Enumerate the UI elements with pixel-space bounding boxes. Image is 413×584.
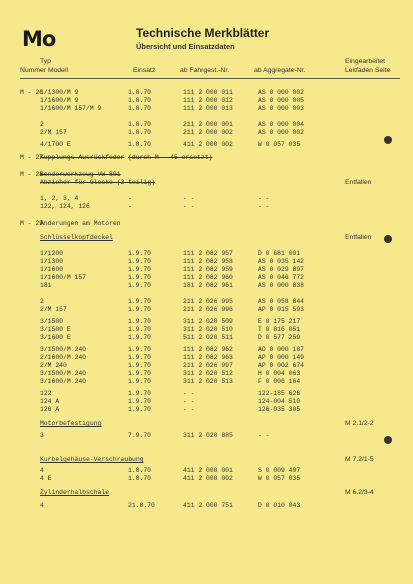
- cell-aggregate: F 0 006 164: [258, 378, 301, 385]
- cell-modell: Zylinderhalbschale: [40, 489, 110, 496]
- cell-fahrgest: - -: [183, 390, 195, 397]
- cell-aggregate: AS 0 035 142: [258, 258, 305, 265]
- cell-aggregate: AP 0 002 674: [258, 362, 305, 369]
- cell-einsatz: 1.8.70: [128, 141, 152, 148]
- cell-modell: 4 E: [40, 475, 52, 482]
- cell-aggregate: H 0 004 063: [258, 370, 301, 377]
- cell-fahrgest: - -: [183, 398, 195, 405]
- cell-fahrgest: 111 2 082 962: [183, 346, 233, 353]
- cell-leitfaden: Entfallen: [345, 234, 372, 241]
- cell-einsatz: 1.9.70: [128, 346, 152, 353]
- cell-fahrgest: - -: [183, 406, 195, 413]
- cell-fahrgest: 211 2 026 995: [183, 298, 233, 305]
- cell-nummer: M - 27: [20, 154, 44, 161]
- cell-modell: 2/M 157: [40, 129, 67, 136]
- header-einsatz: Einsatz: [133, 67, 156, 74]
- cell-fahrgest: 111 2 000 011: [183, 89, 233, 96]
- cell-einsatz: 1.9.70: [128, 326, 152, 333]
- cell-aggregate: AS 0 000 005: [258, 97, 305, 104]
- cell-einsatz: 1.9.70: [128, 334, 152, 341]
- cell-einsatz: 1.9.70: [128, 274, 152, 281]
- cell-aggregate: AP 0 000 149: [258, 354, 305, 361]
- cell-modell: 1/1200: [40, 250, 64, 257]
- cell-aggregate: W 0 057 035: [258, 475, 301, 482]
- cell-einsatz: 1.9.70: [128, 378, 152, 385]
- cell-einsatz: 1.9.70: [128, 306, 152, 313]
- cell-aggregate: AD 0 000 187: [258, 346, 305, 353]
- cell-einsatz: 1.8.70: [128, 97, 152, 104]
- cell-einsatz: 1.9.70: [128, 406, 152, 413]
- cell-fahrgest: 311 2 020 510: [183, 326, 233, 333]
- cell-einsatz: 21.8.70: [128, 502, 155, 509]
- header-nummer-modell: Nummer Modell: [20, 67, 68, 74]
- cell-fahrgest: - -: [183, 203, 195, 210]
- cell-aggregate: AS 0 000 838: [258, 282, 305, 289]
- cell-modell: 122: [40, 390, 52, 397]
- cell-modell: 2/1600/M 240: [40, 354, 87, 361]
- cell-fahrgest: 111 2 082 960: [183, 274, 233, 281]
- cell-fahrgest: 311 2 020 513: [183, 378, 233, 385]
- cell-fahrgest: 181 2 082 961: [183, 282, 233, 289]
- cell-fahrgest: 411 2 000 751: [183, 502, 233, 509]
- cell-modell: 1/1600/M 157/M 9: [40, 105, 102, 112]
- cell-fahrgest: 411 2 000 002: [183, 475, 233, 482]
- cell-aggregate: AS 0 000 002: [258, 129, 305, 136]
- cell-einsatz: 1.9.70: [128, 354, 152, 361]
- cell-aggregate: - -: [258, 432, 270, 439]
- cell-fahrgest: 111 2 000 012: [183, 97, 233, 104]
- cell-einsatz: 1.9.70: [128, 362, 152, 369]
- cell-modell: 2: [40, 298, 44, 305]
- cell-einsatz: 1.9.70: [128, 298, 152, 305]
- cell-nummer: M - 28: [20, 171, 44, 178]
- cell-einsatz: -: [128, 203, 132, 210]
- cell-fahrgest: 211 2 026 997: [183, 362, 233, 369]
- cell-fahrgest: 311 2 020 509: [183, 318, 233, 325]
- cell-einsatz: 1.9.70: [128, 390, 152, 397]
- cell-einsatz: 1.8.70: [128, 129, 152, 136]
- cell-modell: 1/1600: [40, 266, 64, 273]
- cell-modell: Motorbefestigung: [40, 420, 102, 427]
- cell-aggregate: D 0 577 259: [258, 334, 301, 341]
- cell-modell: 3/1600 E: [40, 334, 71, 341]
- cell-einsatz: 7.9.70: [128, 432, 152, 439]
- cell-aggregate: AS 0 058 844: [258, 298, 305, 305]
- cell-einsatz: 1.9.70: [128, 282, 152, 289]
- cell-modell: 3/1500 E: [40, 326, 71, 333]
- cell-aggregate: E 0 175 217: [258, 318, 301, 325]
- cell-modell: 126 A: [40, 406, 60, 413]
- cell-aggregate: D 0 010 043: [258, 502, 301, 509]
- cell-modell: Schlüsselkopfdeckel: [40, 234, 113, 241]
- cell-aggregate: W 0 057 035: [258, 141, 301, 148]
- cell-fahrgest: 111 2 000 013: [183, 105, 233, 112]
- cell-aggregate: 126-035 305: [258, 406, 301, 413]
- cell-aggregate: AS 0 000 002: [258, 89, 305, 96]
- cell-modell: 3/1600/M 240: [40, 378, 87, 385]
- header-fahrgest: ab Fahrgest.-Nr.: [180, 67, 230, 74]
- cell-modell: 3/1500/M 240: [40, 370, 87, 377]
- punch-hole: [384, 436, 392, 444]
- logo: Mo: [22, 27, 56, 51]
- cell-nummer: M - 29: [20, 220, 44, 227]
- cell-modell: 1/1600/M 9: [40, 97, 79, 104]
- cell-leitfaden: M 2.1/2-2: [345, 420, 374, 427]
- punch-hole: [384, 136, 392, 144]
- cell-modell: 181: [40, 282, 52, 289]
- cell-leitfaden: M 7.2/1-5: [345, 456, 374, 463]
- cell-modell: 1/1600/M 157: [40, 274, 87, 281]
- cell-modell: 3: [40, 432, 44, 439]
- cell-leitfaden: Entfallen: [345, 179, 372, 186]
- cell-fahrgest: 111 2 082 957: [183, 250, 233, 257]
- cell-modell: 3/1500/M 240: [40, 346, 87, 353]
- cell-modell: 4/1700 E: [40, 141, 71, 148]
- punch-hole: [384, 235, 392, 243]
- cell-fahrgest: 211 2 026 996: [183, 306, 233, 313]
- cell-modell: 3/1500: [40, 318, 64, 325]
- cell-einsatz: 1.8.70: [128, 89, 152, 96]
- cell-aggregate: AS 0 046 772: [258, 274, 305, 281]
- cell-modell: Kurbelgehäuse-Verschraubung: [40, 456, 144, 463]
- cell-einsatz: 1.9.70: [128, 370, 152, 377]
- cell-modell: 1/1300/M 9: [40, 89, 79, 96]
- cell-fahrgest: 311 2 020 512: [183, 370, 233, 377]
- cell-modell: 124 A: [40, 398, 60, 405]
- cell-fahrgest: 411 2 000 002: [183, 141, 233, 148]
- cell-modell: 4: [40, 502, 44, 509]
- cell-aggregate: - -: [258, 203, 270, 210]
- cell-aggregate: - -: [258, 195, 270, 202]
- cell-aggregate: AS 0 029 897: [258, 266, 305, 273]
- cell-modell: 1, 2, 3, 4: [40, 195, 79, 202]
- cell-einsatz: 1.9.70: [128, 318, 152, 325]
- cell-modell: 122, 124, 126: [40, 203, 90, 210]
- cell-aggregate: AS 0 000 004: [258, 121, 305, 128]
- cell-modell: Abzieher für Glocke (3-teilig): [40, 179, 156, 186]
- cell-modell: Änderungen am Motoren: [40, 220, 121, 227]
- cell-einsatz: 1.9.70: [128, 258, 152, 265]
- cell-einsatz: 1.8.70: [128, 467, 152, 474]
- cell-modell: Kupplungs-Ausrückfeder: [40, 154, 125, 161]
- cell-fahrgest: 211 2 000 001: [183, 121, 233, 128]
- cell-modell: 2/M 240: [40, 362, 67, 369]
- cell-einsatz: 1.9.70: [128, 398, 152, 405]
- page-subtitle: Übersicht und Einsatzdaten: [136, 42, 235, 51]
- cell-fahrgest: 111 2 082 958: [183, 258, 233, 265]
- cell-fahrgest: 111 2 082 963: [183, 354, 233, 361]
- cell-aggregate: 122-185 626: [258, 390, 301, 397]
- cell-einsatz: 1.8.70: [128, 105, 152, 112]
- cell-einsatz: 1.8.70: [128, 121, 152, 128]
- cell-fahrgest: 411 2 000 001: [183, 467, 233, 474]
- cell-aggregate: T 0 816 051: [258, 326, 301, 333]
- header-leitfaden: Leitfaden Seite: [345, 67, 391, 74]
- cell-modell: 4: [40, 467, 44, 474]
- cell-aggregate: D 0 681 001: [258, 250, 301, 257]
- cell-einsatz: -: [128, 195, 132, 202]
- cell-leitfaden: M 6.2/3-4: [345, 489, 374, 496]
- cell-nummer: M - 26: [20, 89, 44, 96]
- cell-fahrgest: 511 2 020 511: [183, 334, 233, 341]
- page-title: Technische Merkblätter: [136, 26, 270, 40]
- header-aggregate: ab Aggregate-Nr.: [254, 67, 306, 74]
- header-eingearbeitet: Eingearbeitet: [345, 58, 386, 65]
- cell-fahrgest: 111 2 082 959: [183, 266, 233, 273]
- cell-aggregate: S 0 009 407: [258, 467, 301, 474]
- cell-fahrgest: - -: [183, 195, 195, 202]
- cell-einsatz: 1.9.70: [128, 250, 152, 257]
- cell-einsatz: (durch M - 45 ersetzt): [128, 154, 213, 161]
- header-typ: Typ: [40, 58, 51, 65]
- cell-modell: 1/1300: [40, 258, 64, 265]
- cell-modell: Sonderwerkzeug VW 801: [40, 171, 121, 178]
- cell-fahrgest: 311 2 020 885: [183, 432, 233, 439]
- header-rule: [20, 78, 400, 79]
- cell-modell: 2: [40, 121, 44, 128]
- cell-fahrgest: 211 2 000 002: [183, 129, 233, 136]
- cell-aggregate: AP 0 015 593: [258, 306, 305, 313]
- cell-modell: 2/M 157: [40, 306, 67, 313]
- cell-einsatz: 1.9.70: [128, 266, 152, 273]
- cell-aggregate: 124-004 510: [258, 398, 301, 405]
- cell-aggregate: AS 0 000 003: [258, 105, 305, 112]
- cell-einsatz: 1.8.70: [128, 475, 152, 482]
